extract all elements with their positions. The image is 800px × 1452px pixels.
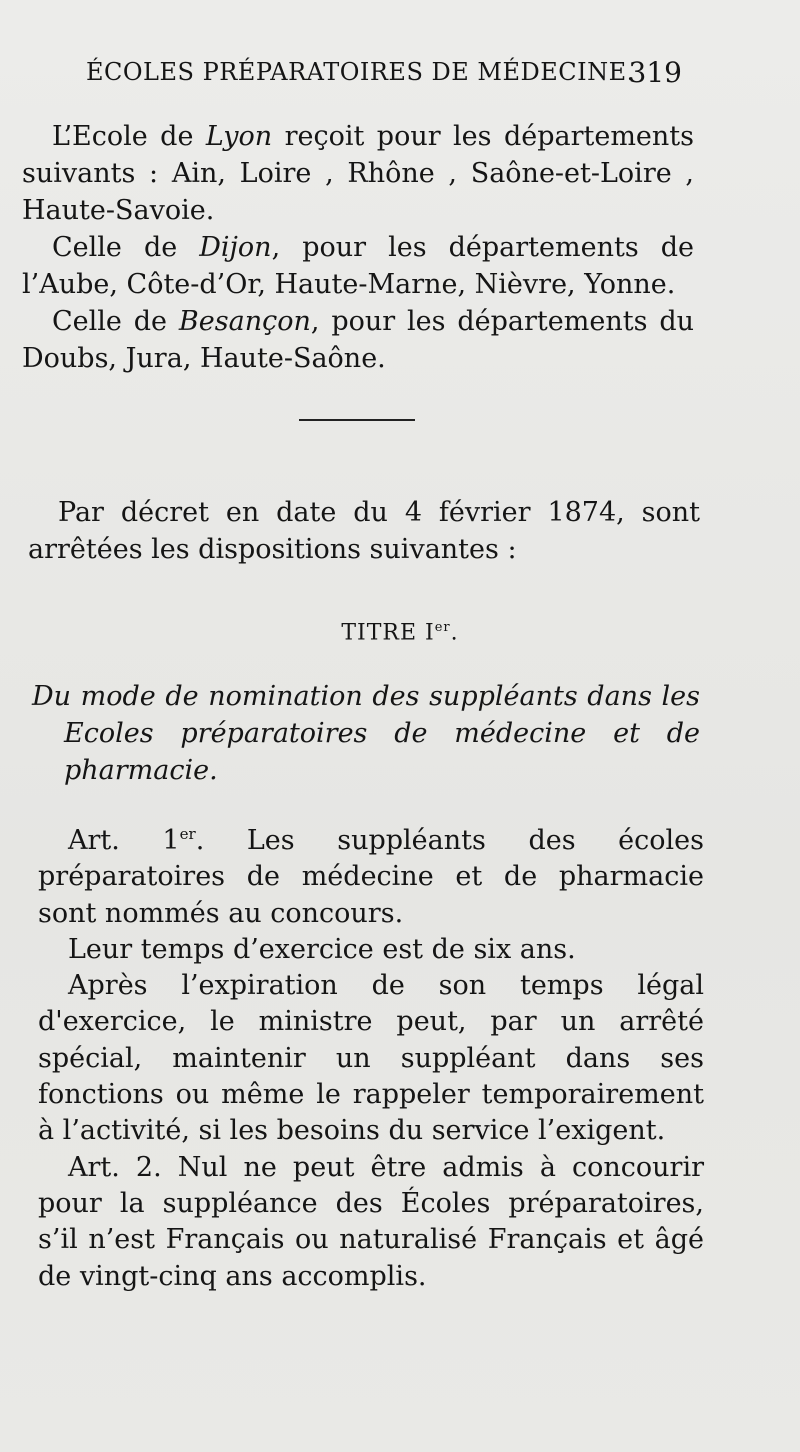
decree-block [28,494,700,568]
paragraph-lyon: L’Ecole de Lyon reçoit pour les départements suivants : Ain, Loire , Rhône , Saône-et-Loire , Haute-Savoie. [22,121,694,226]
decree-paragraph: Par décret en date du 4 février 1874, sont arrêtées les dispositions suivantes : [28,497,700,565]
intro-block [22,118,694,377]
titre-heading: TITRE Ier. [341,620,459,646]
article-1: Art. 1er. Les suppléants des écoles préparatoires de médecine et de pharmacie sont nommés au concours. [38,825,704,929]
city-besancon: Besançon [178,306,311,337]
section-heading [32,678,700,789]
article-1-extension: Après l’expiration de son temps légal d'exercice, le ministre peut, par un arrêté spécial, maintenir un suppléant dans ses fonctions ou même le rappeler temporairement à l’activité, si les besoins du service l’exigent. [38,970,704,1147]
articles-block [38,816,704,1295]
page-number: 319 [628,56,682,89]
article-2: Art. 2. Nul ne peut être admis à concourir pour la suppléance des Écoles préparatoires, s’il n’est Français ou naturalisé Français et âgé de vingt-cinq ans accomplis. [38,1151,704,1292]
section-heading-text: Du mode de nomination des suppléants dans les Ecoles préparatoires de médecine et de pharmacie. [32,681,700,786]
city-dijon: Dijon [199,232,272,263]
paragraph-dijon: Celle de Dijon, pour les départements de l’Aube, Côte-d’Or, Haute-Marne, Nièvre, Yonne. [22,232,694,300]
running-title: ÉCOLES PRÉPARATOIRES DE MÉDECINE. [86,58,635,86]
paragraph-besancon: Celle de Besançon, pour les départements du Doubs, Jura, Haute-Saône. [22,306,694,374]
section-divider [299,419,415,421]
running-header [86,56,686,89]
article-1-term: Leur temps d’exercice est de six ans. [68,933,576,965]
city-lyon: Lyon [205,121,273,152]
